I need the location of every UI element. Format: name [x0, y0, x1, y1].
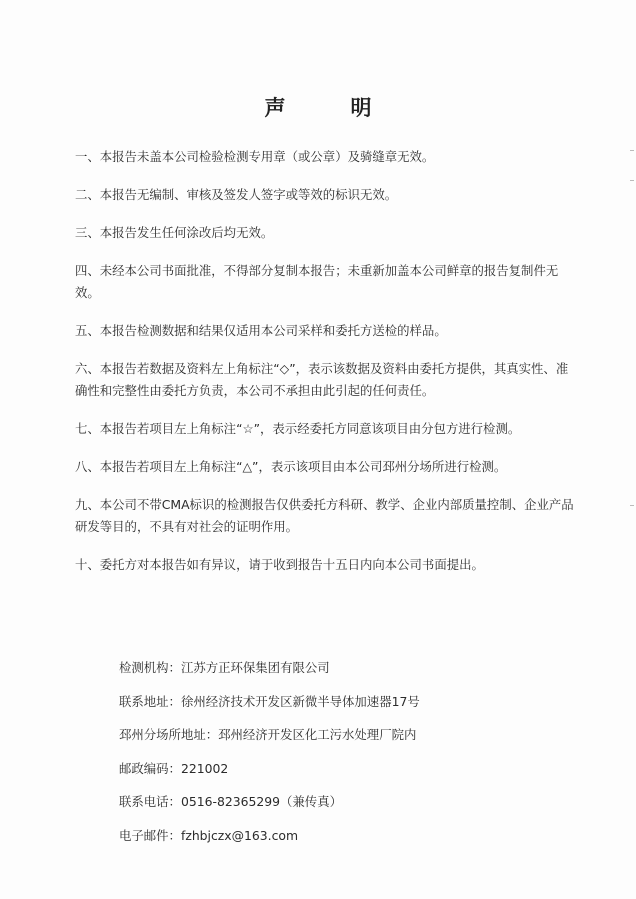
- page-title: 声 明: [264, 96, 394, 120]
- clause-8: 八、本报告若项目左上角标注“△”，表示该项目由本公司邳州分场所进行检测。: [75, 459, 507, 474]
- clause-4: 四、未经本公司书面批准，不得部分复制本报告；未重新加盖本公司鲜章的报告复制件无效。: [75, 263, 559, 300]
- institution-label: 检测机构：: [119, 660, 181, 675]
- clause-10: 十、委托方对本报告如有异议，请于收到报告十五日内向本公司书面提出。: [75, 557, 484, 572]
- info-phone: [119, 794, 539, 810]
- declaration-clauses: [75, 146, 575, 592]
- postcode-value: 221002: [180, 760, 229, 776]
- address-value: 徐州经济技术开发区新微半导体加速器17号: [180, 693, 420, 709]
- scan-edge-mark: [630, 180, 634, 181]
- clause-6: 六、本报告若数据及资料左上角标注“◇”，表示该数据及资料由委托方提供，其真实性、准确性和完整性由委托方负责，本公司不承担由此引起的任何责任。: [75, 361, 569, 398]
- address-label: 联系地址：: [119, 693, 181, 709]
- clause-7: 七、本报告若项目左上角标注“☆”，表示经委托方同意该项目由分包方进行检测。: [75, 421, 521, 436]
- clause-3: 三、本报告发生任何涂改后均无效。: [75, 225, 274, 240]
- info-branch: [119, 727, 539, 743]
- info-email: [119, 828, 539, 844]
- email-label: 电子邮件：: [119, 827, 181, 843]
- scan-edge-mark: [630, 505, 634, 506]
- clause-9: 九、本公司不带CMA标识的检测报告仅供委托方科研、教学、企业内部质量控制、企业产品研发等目的，不具有对社会的证明作用。: [75, 497, 574, 534]
- clause-2: 二、本报告无编制、审核及签发人签字或等效的标识无效。: [75, 187, 398, 202]
- contact-info: [119, 660, 539, 862]
- info-postcode: [119, 761, 539, 777]
- clause-5: 五、本报告检测数据和结果仅适用本公司采样和委托方送检的样品。: [75, 323, 447, 338]
- info-institution: [119, 660, 539, 676]
- postcode-label: 邮政编码：: [119, 760, 181, 776]
- info-address: [119, 694, 539, 710]
- branch-label: 邳州分场所地址：: [119, 727, 219, 743]
- branch-value: 邳州经济开发区化工污水处理厂院内: [218, 727, 417, 743]
- institution-value: 江苏方正环保集团有限公司: [180, 660, 330, 675]
- phone-label: 联系电话：: [119, 794, 181, 810]
- email-value: fzhbjczx@163.com: [180, 827, 299, 843]
- scan-edge-mark: [630, 150, 634, 151]
- phone-value: 0516-82365299（兼传真）: [180, 794, 342, 810]
- clause-1: 一、本报告未盖本公司检验检测专用章（或公章）及骑缝章无效。: [75, 149, 435, 164]
